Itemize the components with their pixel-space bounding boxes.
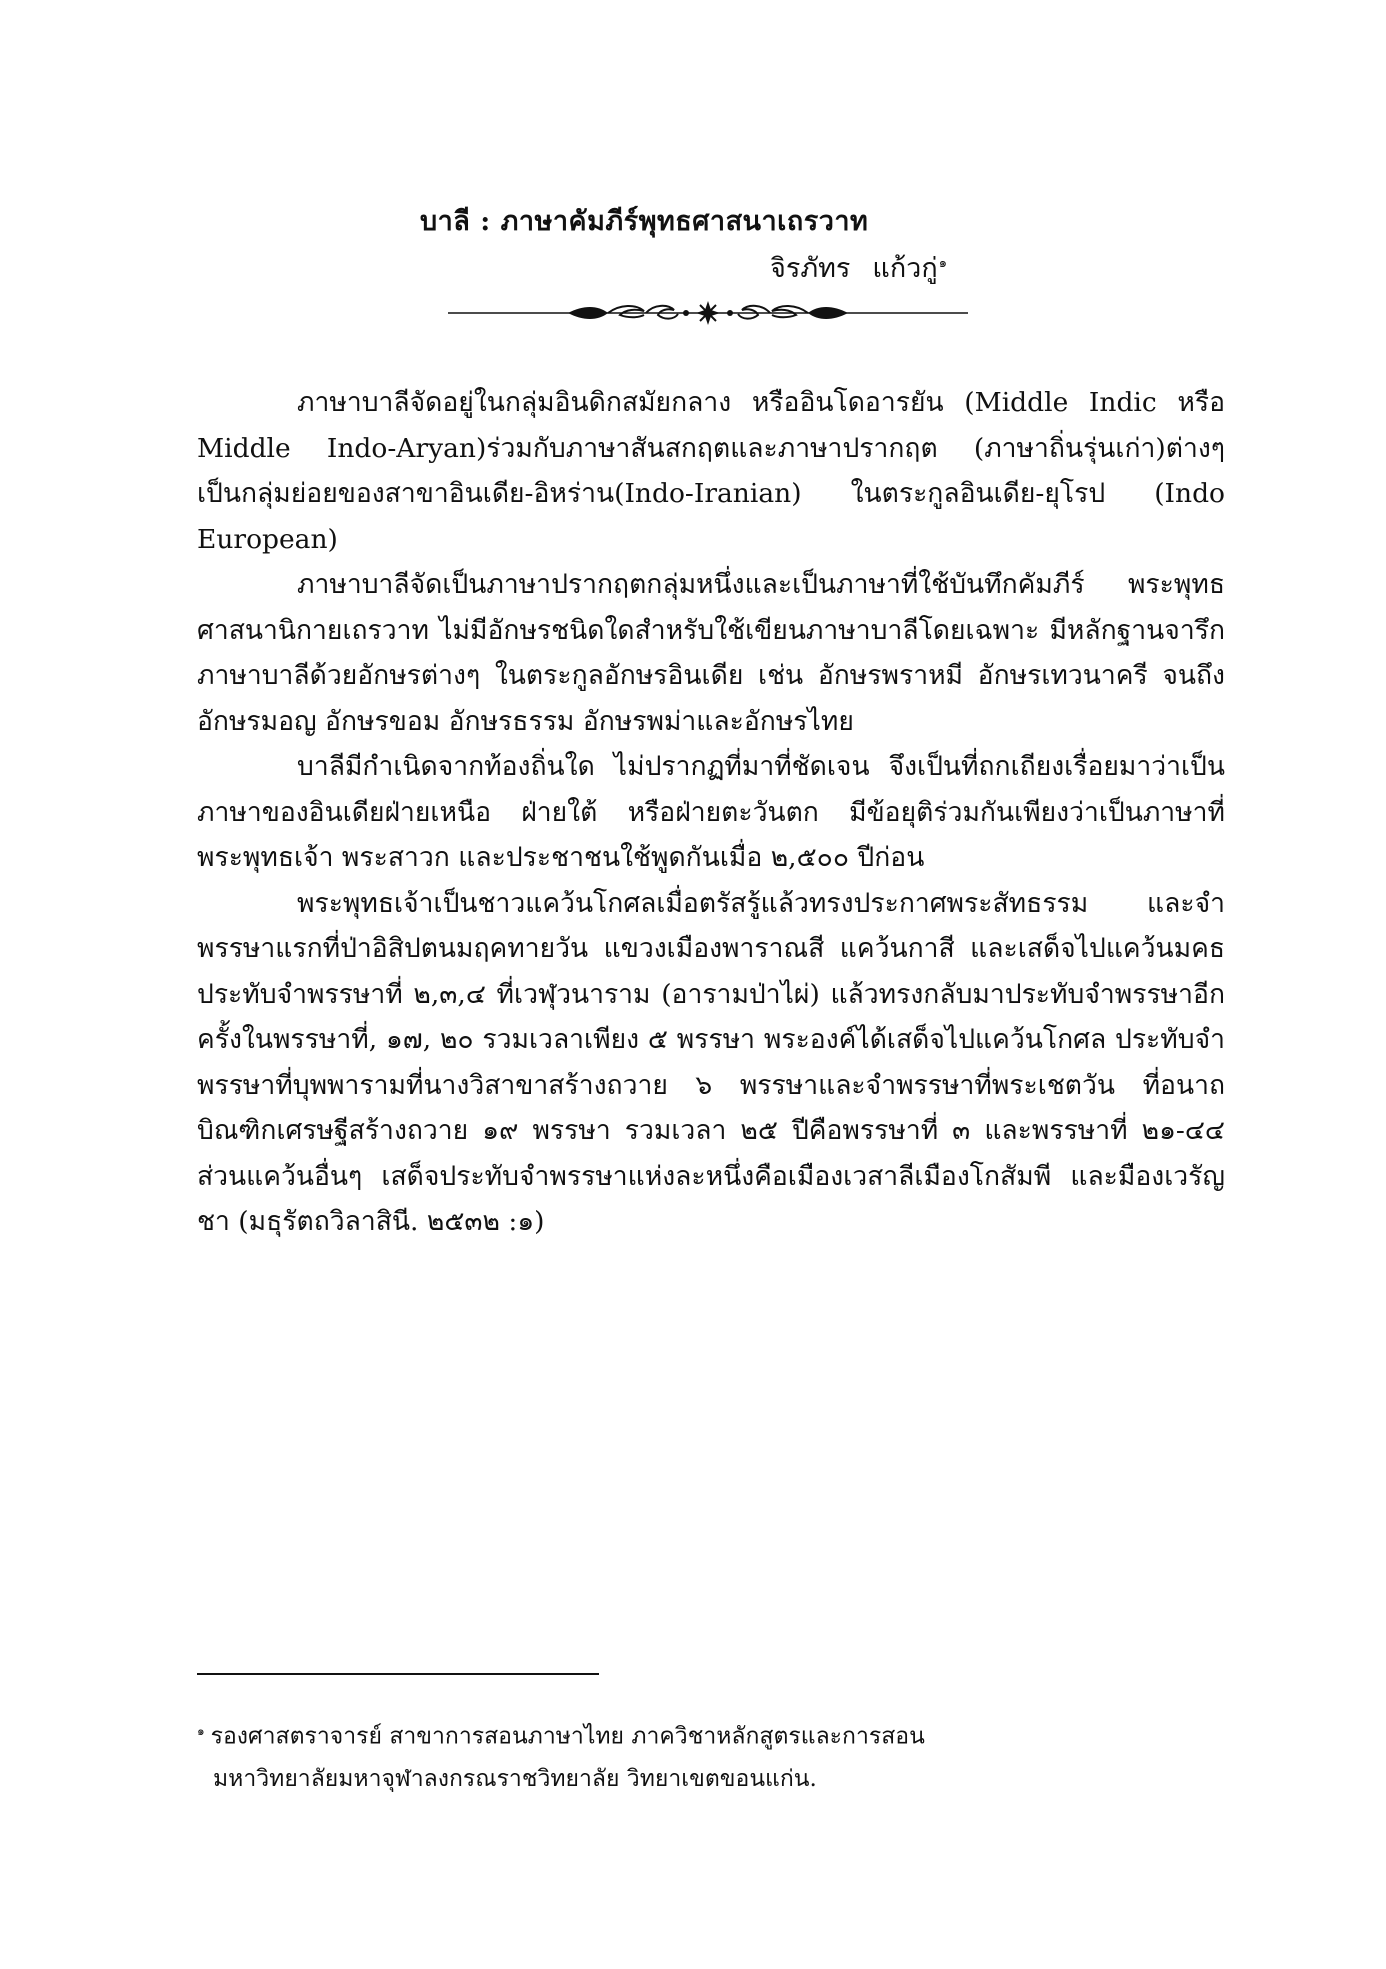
- author-line: [770, 244, 947, 289]
- paragraph: ภาษาบาลีจัดเป็นภาษาปรากฤตกลุ่มหนึ่งและเป็นภาษาที่ใช้บันทึกคัมภีร์ พระพุทธ ศาสนานิกายเถรวาท ไม่มีอักษรชนิดใดสำหรับใช้เขียนภาษาบาลีโดยเฉพาะ มีหลักฐานจารึกภาษาบาลีด้วยอักษรต่างๆ ในตระกูลอักษรอินเดีย เช่น อักษรพราหมี อักษรเทวนาครี จนถึงอักษรมอญ อักษรขอม อักษรธรรม อักษรพม่าและอักษรไทย: [197, 569, 1225, 737]
- footnote-separator: [197, 1673, 599, 1675]
- paragraph: พระพุทธเจ้าเป็นชาวแคว้นโกศลเมื่อตรัสรู้แล้วทรงประกาศพระสัทธรรม และจำพรรษาแรกที่ป่าอิสิปตนมฤคทายวัน แขวงเมืองพาราณสี แคว้นกาสี และเสด็จไปแคว้นมคธ ประทับจำพรรษาที่ ๒,๓,๔ ที่เวฬุวนาราม (อารามป่าไผ่) แล้วทรงกลับมาประทับจำพรรษาอีกครั้งในพรรษาที่, ๑๗, ๒๐ รวมเวลาเพียง ๕ พรรษา พระองค์ได้เสด็จไปแคว้นโกศล ประทับจำพรรษาที่บุพพารามที่นางวิสาขาสร้างถวาย ๖ พรรษาและจำพรรษาที่พระเชตวัน ที่อนาถบิณฑิกเศรษฐีสร้างถวาย ๑๙ พรรษา รวมเวลา ๒๕ ปีคือพรรษาที่ ๓ และพรรษาที่ ๒๑-๔๔ ส่วนแคว้นอื่นๆ เสด็จประทับจำพรรษาแห่งละหนึ่งคือเมืองเวสาลีเมืองโกสัมพี และมืองเวรัญชา (มธุรัตถวิลาสินี. ๒๕๓๒ :๑): [197, 887, 1225, 1237]
- author-given-name: จิรภัทร: [770, 253, 851, 284]
- title-block: [420, 200, 980, 244]
- decorative-divider-ornament: [448, 296, 968, 330]
- page-title: บาลี : ภาษาคัมภีร์พุทธศาสนาเถรวาท: [420, 206, 869, 237]
- author-footnote-marker: ๑: [938, 256, 947, 271]
- footnote-line-2: มหาวิทยาลัยมหาจุฬาลงกรณราชวิทยาลัย วิทยาเขตขอนแก่น.: [213, 1765, 817, 1792]
- footnote-line-1: รองศาสตราจารย์ สาขาการสอนภาษาไทย ภาควิชาหลักสูตรและการสอน: [210, 1723, 925, 1750]
- paragraph: ภาษาบาลีจัดอยู่ในกลุ่มอินดิกสมัยกลาง หรืออินโดอารยัน (Middle Indic หรือ Middle Indo-Aryan)ร่วมกับภาษาสันสกฤตและภาษาปรากฤต (ภาษาถิ่นรุ่นเก่า)ต่างๆ เป็นกลุ่มย่อยของสาขาอินเดีย-อิหร่าน(Indo-Iranian) ในตระกูลอินเดีย-ยุโรป (Indo European): [197, 387, 1225, 555]
- author-family-name: แก้วกู่: [872, 253, 938, 284]
- body-text: [197, 380, 1225, 1245]
- paragraph: บาลีมีกำเนิดจากท้องถิ่นใด ไม่ปรากฏที่มาที่ชัดเจน จึงเป็นที่ถกเถียงเรื่อยมาว่าเป็นภาษาของอินเดียฝ่ายเหนือ ฝ่ายใต้ หรือฝ่ายตะวันตก มีข้อยุติร่วมกันเพียงว่าเป็นภาษาที่พระพุทธเจ้า พระสาวก และประชาชนใช้พูดกันเมื่อ ๒,๕๐๐ ปีก่อน: [197, 751, 1225, 873]
- footnote-marker: ๑: [197, 1724, 205, 1738]
- footnote: [197, 1710, 1097, 1800]
